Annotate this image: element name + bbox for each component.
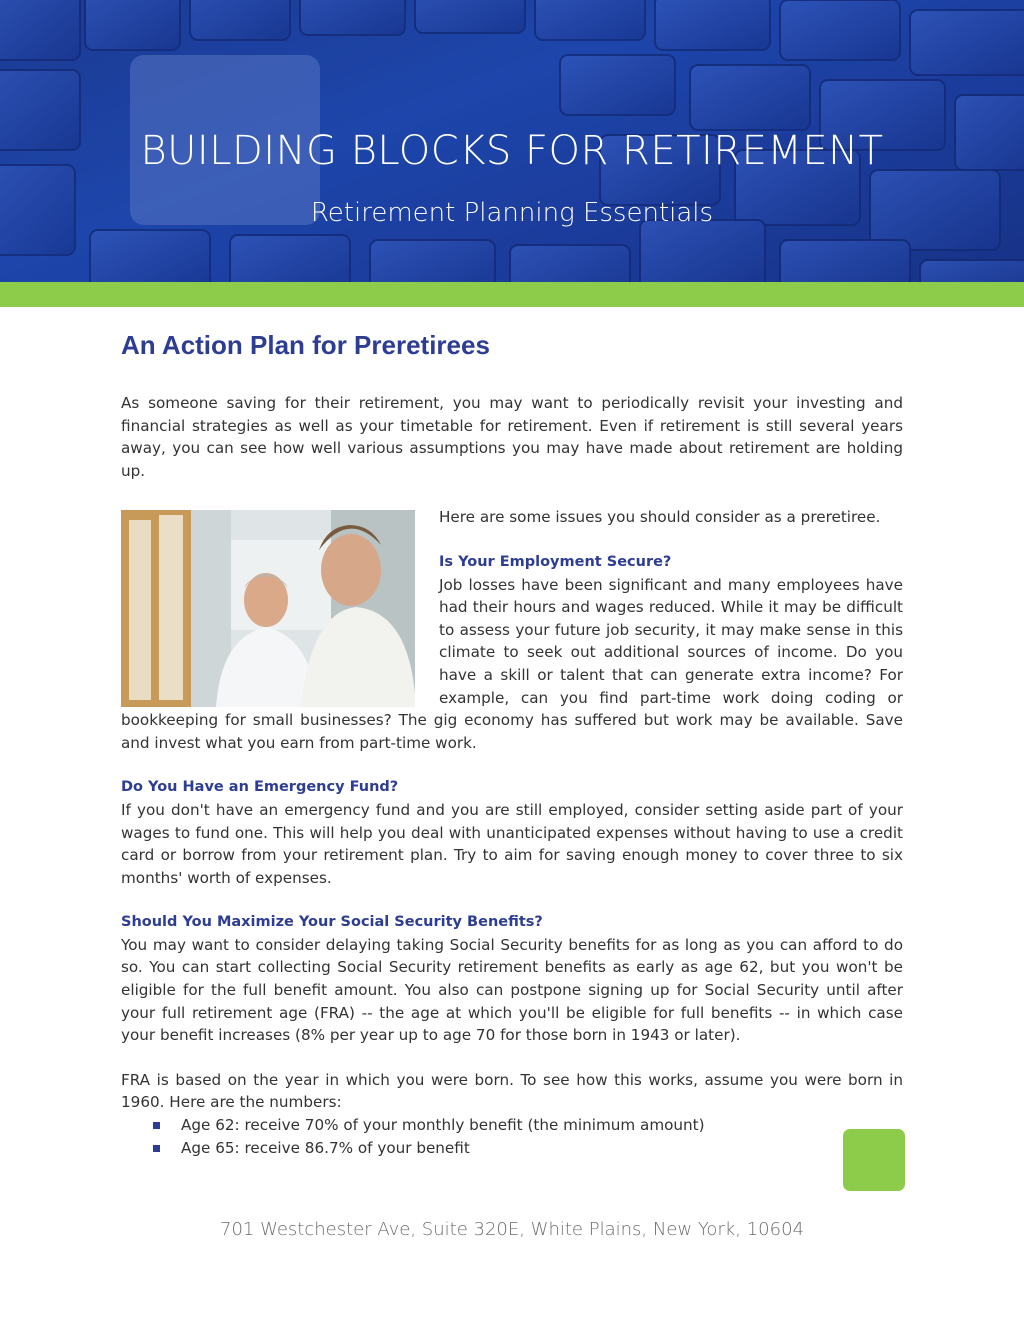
businessmen-photo	[121, 510, 415, 707]
decorative-green-square	[843, 1129, 905, 1191]
banner-title: BUILDING BLOCKS FOR RETIREMENT	[140, 128, 884, 174]
benefit-list	[121, 1114, 903, 1159]
article-heading: An Action Plan for Preretirees	[121, 330, 490, 360]
banner-subtitle: Retirement Planning Essentials	[310, 198, 714, 228]
section-heading: Is Your Employment Secure?	[439, 553, 672, 570]
footer-address: 701 Westchester Ave, Suite 320E, White Plains, New York, 10604	[220, 1219, 804, 1240]
lead-text: Here are some issues you should consider as a preretiree.	[439, 508, 881, 527]
fra-paragraph: FRA is based on the year in which you were born. To see how this works, assume you were born in 1960. Here are the numbers:	[121, 1070, 903, 1112]
photo-section	[121, 506, 903, 754]
section-heading: Should You Maximize Your Social Security Benefits?	[121, 914, 543, 931]
header-banner	[0, 0, 1024, 282]
article	[121, 330, 903, 1159]
section-body: Job losses have been significant and many employees have had their hours and wages reduced. While it may be difficult to assess your future job security, it may make sense in this climate to seek out additional sources of income. Do you have a skill or talent that can generate extra income? For example, can you find part-time work doing coding or bookkeeping for small businesses? The gig economy has suffered but work may be available. Save and invest what you earn from part-time work.	[121, 575, 903, 752]
section-emergency-fund	[121, 776, 903, 889]
section-social-security	[121, 911, 903, 1047]
section-body: If you don't have an emergency fund and you are still employed, consider setting aside part of your wages to fund one. This will help you deal with unanticipated expenses without having to use a credit card or borrow from your retirement plan. Try to aim for saving enough money to cover three to six months' worth of expenses.	[121, 800, 903, 887]
accent-bar	[0, 282, 1024, 307]
section-body: You may want to consider delaying taking Social Security benefits for as long as you can afford to do so. You can start collecting Social Security retirement benefits as early as age 62, but you won't be eligible for the full benefit amount. You also can postpone signing up for Social Security until after your full retirement age (FRA) -- the age at which you'll be eligible for full benefits -- in which case your benefit increases (8% per year up to age 70 for those born in 1943 or later).	[121, 935, 903, 1045]
list-item: Age 65: receive 86.7% of your benefit	[151, 1137, 903, 1160]
list-item: Age 62: receive 70% of your monthly benefit (the minimum amount)	[151, 1114, 903, 1137]
intro-paragraph: As someone saving for their retirement, you may want to periodically revisit your investing and financial strategies as well as your timetable for retirement. Even if retirement is still several years away, you can see how well various assumptions you may have made about retirement are holding up.	[121, 394, 903, 480]
section-heading: Do You Have an Emergency Fund?	[121, 779, 399, 796]
